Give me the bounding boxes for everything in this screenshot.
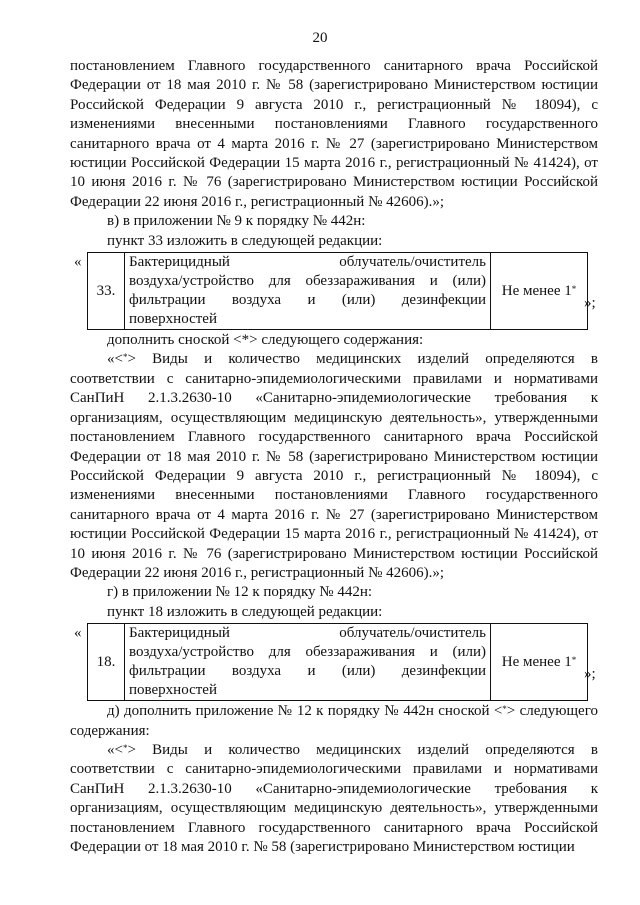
description-line: фильтрации воздуха и (или) дезинфекции xyxy=(129,663,486,680)
item-g-point: пункт 18 изложить в следующей редакции: xyxy=(107,603,383,620)
item-number-cell: 33. xyxy=(88,253,125,330)
description-line: поверхностей xyxy=(129,682,217,699)
footnote-body: Виды и количество медицинских изделий определяются в соответствии с санитарно-эпидемиологическими правилами и нормативами СанПиН 2.1.3.2630-10 «Санитарно-эпидемиологические требования к организациям, осуществляющим медицинскую деятельность», утвержденными постановлением Главного государственного санитарного врача Российской Федерации от 18 мая 2010 г. № 58 (зарегистрировано Министерством юстиции Российской Федерации 9 августа 2010 г., регистрационный № 18094), с изменениями внесенными постановлениями Главного государственного санитарного врача от 4 марта 2016 г. № 27 (зарегистрировано Министерством юстиции Российской Федерации 15 марта 2016 г., регистрационный № 41424), от 10 июня 2016 г. № 76 (зарегистрировано Министерством юстиции Российской Федерации 22 июня 2016 г., регистрационный № 42606).»; xyxy=(70,351,598,581)
footnote-mark-close: > xyxy=(127,741,136,758)
item-quantity-cell xyxy=(491,624,588,701)
footnote-text xyxy=(70,741,598,857)
footnote-body: Виды и количество медицинских изделий определяются в соответствии с санитарно-эпидемиологическими правилами и нормативами СанПиН 2.1.3.2630-10 «Санитарно-эпидемиологические требования к организациям, осуществляющим медицинскую деятельность», утвержденными постановлением Главного государственного санитарного врача Российской Федерации от 18 мая 2010 г. № 58 (зарегистрировано Министерством юстиции xyxy=(70,741,598,855)
paragraph-regulation-continuation: постановлением Главного государственного санитарного врача Российской Федерации от 18 мая 2010 г. № 58 (зарегистрировано Министерством юстиции Российской Федерации 9 августа 2010 г., регистрационный № 18094), с изменениями внесенными постановлениями Главного государственного санитарного врача от 4 марта 2016 г. № 27 (зарегистрировано Министерством юстиции Российской Федерации 15 марта 2016 г., регистрационный № 41424), от 10 июня 2016 г. № 76 (зарегистрировано Министерством юстиции Российской Федерации 22 июня 2016 г., регистрационный № 42606).»; xyxy=(70,58,598,210)
item-number-cell: 18. xyxy=(88,624,125,701)
spec-table xyxy=(87,623,588,701)
table-amendment-33 xyxy=(70,252,598,330)
table-row xyxy=(88,253,588,330)
item-d-text: д) дополнить приложение № 12 к порядку № 442н сноской < xyxy=(107,703,503,720)
description-line: воздуха/устройство для обеззараживания и (или) xyxy=(129,644,486,661)
footnote-add-instruction: дополнить сноской <*> следующего содержания: xyxy=(107,332,424,349)
document-body xyxy=(70,57,598,857)
item-g: г) в приложении № 12 к порядку № 442н: xyxy=(107,584,373,601)
close-quote: »; xyxy=(584,295,596,312)
item-d xyxy=(70,702,598,741)
footnote-mark-close: > xyxy=(127,351,136,368)
spec-table xyxy=(87,252,588,330)
quantity-text: Не менее 1 xyxy=(501,282,572,299)
footnote-star: * xyxy=(122,352,128,363)
item-v-point: пункт 33 изложить в следующей редакции: xyxy=(107,232,383,249)
footnote-star: * xyxy=(122,742,128,753)
description-line: воздуха/устройство для обеззараживания и (или) xyxy=(129,273,486,290)
description-line: Бактерицидный облучатель/очиститель xyxy=(129,254,486,271)
description-line: поверхностей xyxy=(129,311,217,328)
description-line: Бактерицидный облучатель/очиститель xyxy=(129,625,486,642)
item-d-text-end: > следующего содержания: xyxy=(70,703,598,739)
description-line: фильтрации воздуха и (или) дезинфекции xyxy=(129,292,486,309)
close-quote: »; xyxy=(584,666,596,683)
item-v: в) в приложении № 9 к порядку № 442н: xyxy=(107,213,366,230)
footnote-mark: * xyxy=(571,654,577,665)
page-number: 20 xyxy=(312,30,328,46)
item-quantity-cell xyxy=(491,253,588,330)
open-quote: « xyxy=(74,625,82,642)
item-description-cell xyxy=(125,253,491,330)
footnote-mark-open: «< xyxy=(107,351,123,368)
quantity-text: Не менее 1 xyxy=(501,653,572,670)
footnote-text xyxy=(70,350,598,583)
item-description-cell xyxy=(125,624,491,701)
open-quote: « xyxy=(74,254,82,271)
footnote-mark-open: «< xyxy=(107,741,123,758)
footnote-mark: * xyxy=(571,283,577,294)
table-row xyxy=(88,624,588,701)
footnote-star: * xyxy=(502,704,507,715)
table-amendment-18 xyxy=(70,623,598,701)
